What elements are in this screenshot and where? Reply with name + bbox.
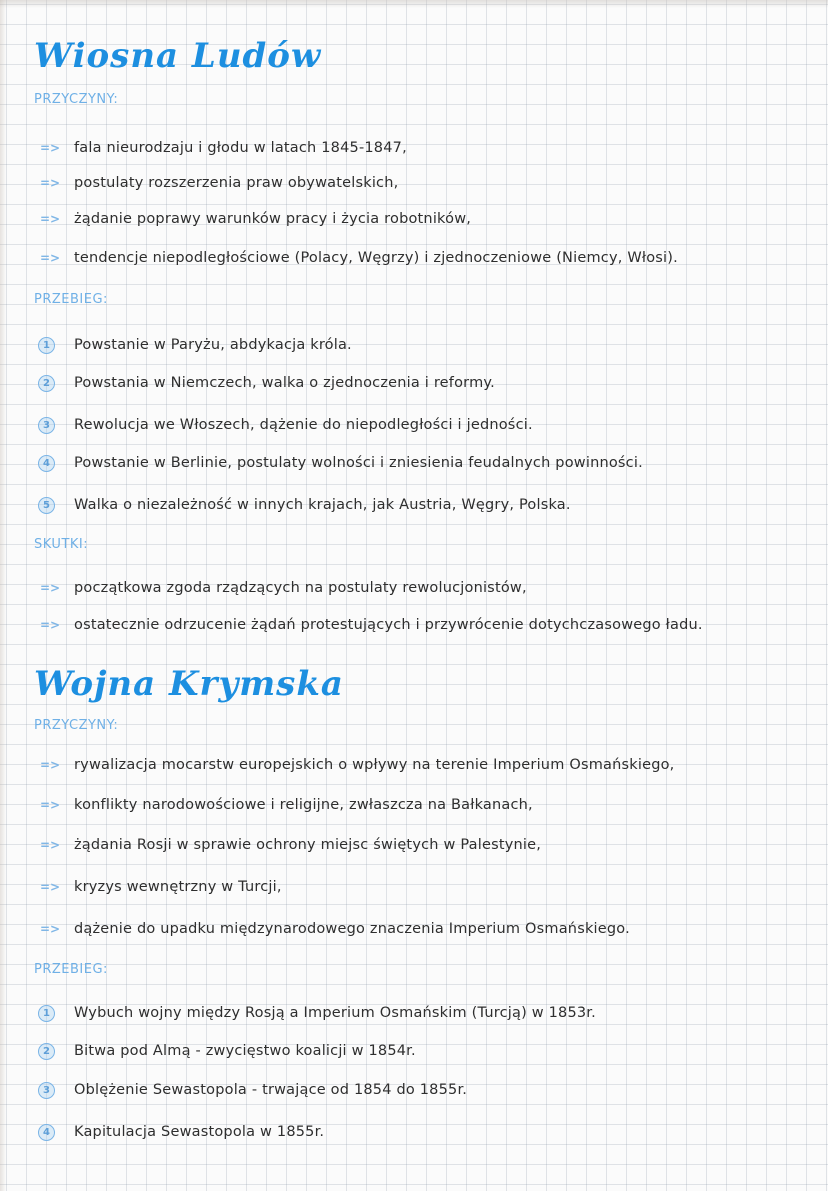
numbered-item-text: Walka o niezależność w innych krajach, jak Austria, Węgry, Polska. [74, 497, 571, 513]
numbered-item-text: Kapitulacja Sewastopola w 1855r. [74, 1124, 325, 1140]
arrow-bullet-icon: => [40, 758, 61, 772]
numbered-item-text: Powstania w Niemczech, walka o zjednoczenia i reformy. [74, 375, 495, 391]
number-circle-icon: 3 [38, 1082, 55, 1099]
page-top-edge [0, 0, 828, 8]
course-heading: PRZEBIEG: [34, 962, 108, 977]
numbered-item-text: Bitwa pod Almą - zwycięstwo koalicji w 1854r. [74, 1043, 416, 1059]
list-item-text: tendencje niepodległościowe (Polacy, Węgrzy) i zjednoczeniowe (Niemcy, Włosi). [74, 250, 678, 266]
arrow-bullet-icon: => [40, 922, 61, 936]
arrow-bullet-icon: => [40, 838, 61, 852]
numbered-item-text: Rewolucja we Włoszech, dążenie do niepodległości i jedności. [74, 417, 533, 433]
number-circle-icon: 4 [38, 1124, 55, 1141]
page-left-edge [0, 0, 6, 1191]
list-item-text: dążenie do upadku międzynarodowego znaczenia Imperium Osmańskiego. [74, 921, 630, 937]
list-item-text: postulaty rozszerzenia praw obywatelskich, [74, 175, 399, 191]
section-title: Wojna Krymska [34, 664, 344, 704]
number-circle-icon: 3 [38, 417, 55, 434]
list-item-text: ostatecznie odrzucenie żądań protestujących i przywrócenie dotychczasowego ładu. [74, 617, 703, 633]
causes-heading: PRZYCZYNY: [34, 92, 119, 107]
number-circle-icon: 4 [38, 455, 55, 472]
list-item-text: początkowa zgoda rządzących na postulaty rewolucjonistów, [74, 580, 527, 596]
list-item-text: żądania Rosji w sprawie ochrony miejsc świętych w Palestynie, [74, 837, 542, 853]
list-item-text: żądanie poprawy warunków pracy i życia robotników, [74, 211, 472, 227]
causes-heading: PRZYCZYNY: [34, 718, 119, 733]
list-item-text: konflikty narodowościowe i religijne, zwłaszcza na Bałkanach, [74, 797, 533, 813]
number-circle-icon: 1 [38, 1005, 55, 1022]
arrow-bullet-icon: => [40, 880, 61, 894]
list-item-text: kryzys wewnętrzny w Turcji, [74, 879, 282, 895]
section-title: Wiosna Ludów [34, 36, 322, 76]
list-item-text: fala nieurodzaju i głodu w latach 1845-1847, [74, 140, 407, 156]
effects-heading: SKUTKI: [34, 537, 89, 552]
arrow-bullet-icon: => [40, 618, 61, 632]
number-circle-icon: 2 [38, 1043, 55, 1060]
arrow-bullet-icon: => [40, 251, 61, 265]
numbered-item-text: Powstanie w Berlinie, postulaty wolności i zniesienia feudalnych powinności. [74, 455, 643, 471]
numbered-item-text: Wybuch wojny między Rosją a Imperium Osmańskim (Turcją) w 1853r. [74, 1005, 596, 1021]
arrow-bullet-icon: => [40, 798, 61, 812]
numbered-item-text: Powstanie w Paryżu, abdykacja króla. [74, 337, 352, 353]
arrow-bullet-icon: => [40, 176, 61, 190]
arrow-bullet-icon: => [40, 141, 61, 155]
number-circle-icon: 5 [38, 497, 55, 514]
number-circle-icon: 2 [38, 375, 55, 392]
arrow-bullet-icon: => [40, 581, 61, 595]
list-item-text: rywalizacja mocarstw europejskich o wpływy na terenie Imperium Osmańskiego, [74, 757, 675, 773]
course-heading: PRZEBIEG: [34, 292, 108, 307]
arrow-bullet-icon: => [40, 212, 61, 226]
numbered-item-text: Oblężenie Sewastopola - trwające od 1854 do 1855r. [74, 1082, 468, 1098]
number-circle-icon: 1 [38, 337, 55, 354]
